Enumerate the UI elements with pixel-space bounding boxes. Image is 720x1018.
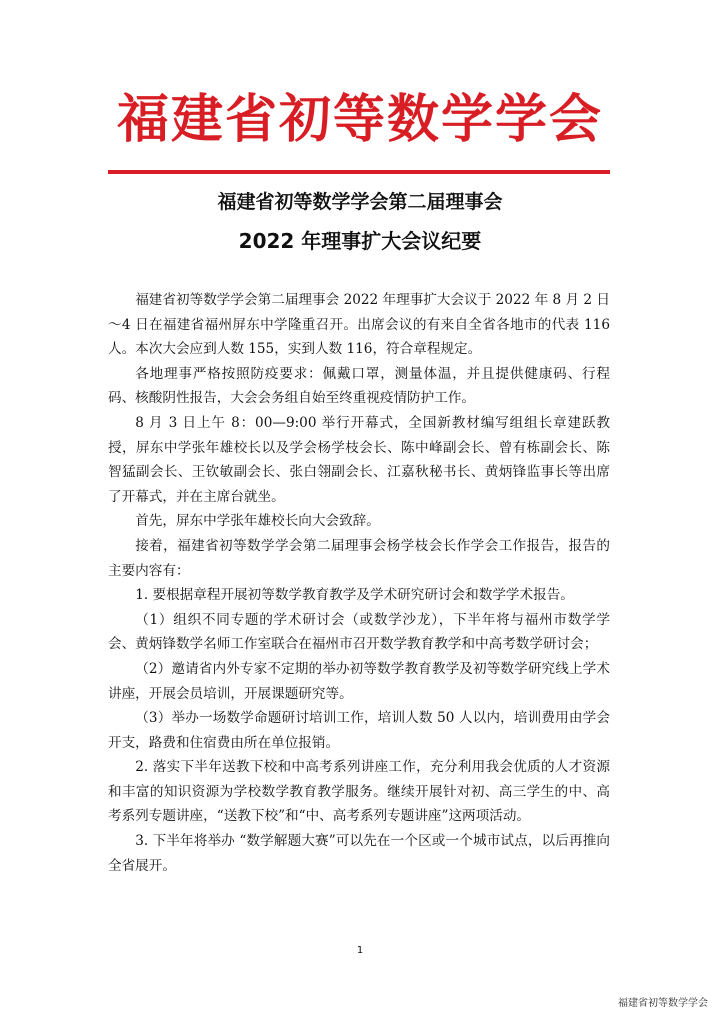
paragraph-item-1: 1. 要根据章程开展初等数学教育教学及学术研究研讨会和数学学术报告。	[135, 587, 574, 604]
paragraph-item-1-sub-1: （1）组织不同专题的学术研讨会（或数学沙龙），下半年将与福州市数学学会、黄炳锋数学名师工作室联合在福州市召开数学教育教学和中高考数学研讨会；	[108, 611, 610, 653]
masthead-red-rule	[108, 170, 610, 174]
paragraph-meeting-overview: 福建省初等数学学会第二届理事会 2022 年理事扩大会议于 2022 年 8 月 2 日～4 日在福建省福州屏东中学隆重召开。出席会议的有来自全省各地市的代表 116 人。本次大会应到人数 155，实到人数 116，符合章程规定。	[108, 292, 610, 358]
page-number: 1	[356, 945, 364, 956]
corner-watermark: 福建省初等数学学会	[618, 998, 708, 1009]
paragraph-item-2: 2. 落实下半年送教下校和中高考系列讲座工作，充分利用我会优质的人才资源和丰富的知识资源为学校数学教育教学服务。继续开展针对初、高三学生的中、高考系列专题讲座，“送教下校”和“中、高考系列专题讲座”这两项活动。	[108, 759, 610, 825]
paragraph-item-1-sub-3: （3）举办一场数学命题研讨培训工作，培训人数 50 人以内，培训费用由学会开支，路费和住宿费由所在单位报销。	[108, 710, 610, 751]
document-title-line-1: 福建省初等数学学会第二届理事会	[217, 191, 503, 213]
paragraph-principal-speech: 首先，屏东中学张年雄校长向大会致辞。	[135, 513, 380, 530]
document-body	[108, 288, 610, 878]
paragraph-item-3: 3. 下半年将举办 “数学解题大赛”可以先在一个区或一个城市试点，以后再推向全省展开。	[108, 833, 610, 874]
document-title-line-2: 2022 年理事扩大会议纪要	[238, 229, 482, 253]
paragraph-opening-ceremony: 8 月 3 日上午 8：00—9:00 举行开幕式，全国新教材编写组组长章建跃教授，屏东中学张年雄校长以及学会杨学枝会长、陈中峰副会长、曾有栋副会长、陈智猛副会长、王钦敏副会长、张白翎副会长、江嘉秋秘书长、黄炳锋监事长等出席了开幕式，并在主席台就坐。	[108, 414, 610, 505]
masthead-org-name: 福建省初等数学学会	[116, 89, 603, 150]
paragraph-item-1-sub-2: （2）邀请省内外专家不定期的举办初等数学教育教学及初等数学研究线上学术讲座，开展会员培训，开展课题研究等。	[108, 660, 610, 702]
paragraph-work-report-intro: 接着，福建省初等数学学会第二届理事会杨学枝会长作学会工作报告，报告的主要内容有：	[108, 537, 610, 579]
paragraph-epidemic-prevention: 各地理事严格按照防疫要求：佩戴口罩，测量体温，并且提供健康码、行程码、核酸阴性报告，大会会务组自始至终重视疫情防护工作。	[108, 365, 610, 407]
